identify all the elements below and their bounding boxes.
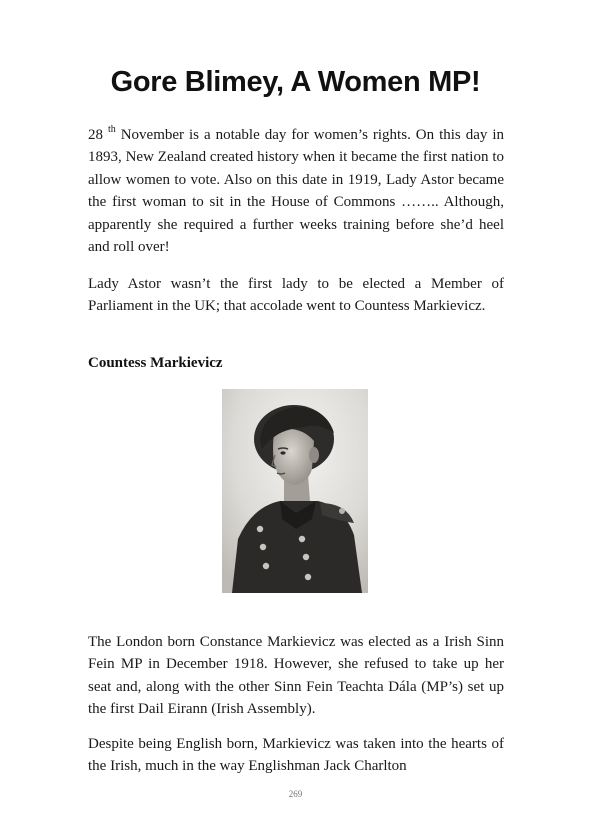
uniform-button-icon bbox=[303, 554, 309, 560]
uniform-button-icon bbox=[260, 544, 266, 550]
paragraph-continuation: Despite being English born, Markievicz was taken into the hearts of the Irish, much in the way Englishman Jack Charlton bbox=[88, 736, 504, 775]
epaulette-button-icon bbox=[339, 508, 345, 514]
page-number: 269 bbox=[288, 789, 303, 799]
page-title: Gore Blimey, A Women MP! bbox=[110, 66, 481, 98]
paragraph-intro bbox=[88, 124, 504, 258]
eye bbox=[280, 451, 285, 454]
portrait-photo bbox=[222, 389, 368, 593]
uniform-button-icon bbox=[299, 536, 305, 542]
portrait-illustration bbox=[222, 389, 368, 593]
uniform-button-icon bbox=[305, 574, 311, 580]
date-superscript: th bbox=[107, 124, 116, 135]
uniform-button-icon bbox=[257, 526, 263, 532]
section-subheading: Countess Markievicz bbox=[88, 355, 223, 371]
uniform-button-icon bbox=[263, 563, 269, 569]
ear bbox=[309, 447, 319, 463]
date-number: 28 bbox=[88, 127, 103, 143]
paragraph-intro-text: November is a notable day for women’s rights. On this day in 1893, New Zealand created history when it became the first nation to allow women to vote. Also on this date in 1919, Lady Astor became the first woman to sit in the House of Commons …….. Although, apparently she required a further weeks training before she’d heel and roll over! bbox=[88, 127, 504, 256]
paragraph-first-mp: Lady Astor wasn’t the first lady to be elected a Member of Parliament in the UK; that accolade went to Countess Markievicz. bbox=[88, 276, 504, 315]
paragraph-biography: The London born Constance Markievicz was elected as a Irish Sinn Fein MP in December 1918. However, she refused to take up her seat and, along with the other Sinn Fein Teachta Dála (MP’s) set up the first Dail Eirann (Irish Assembly). bbox=[88, 634, 504, 718]
